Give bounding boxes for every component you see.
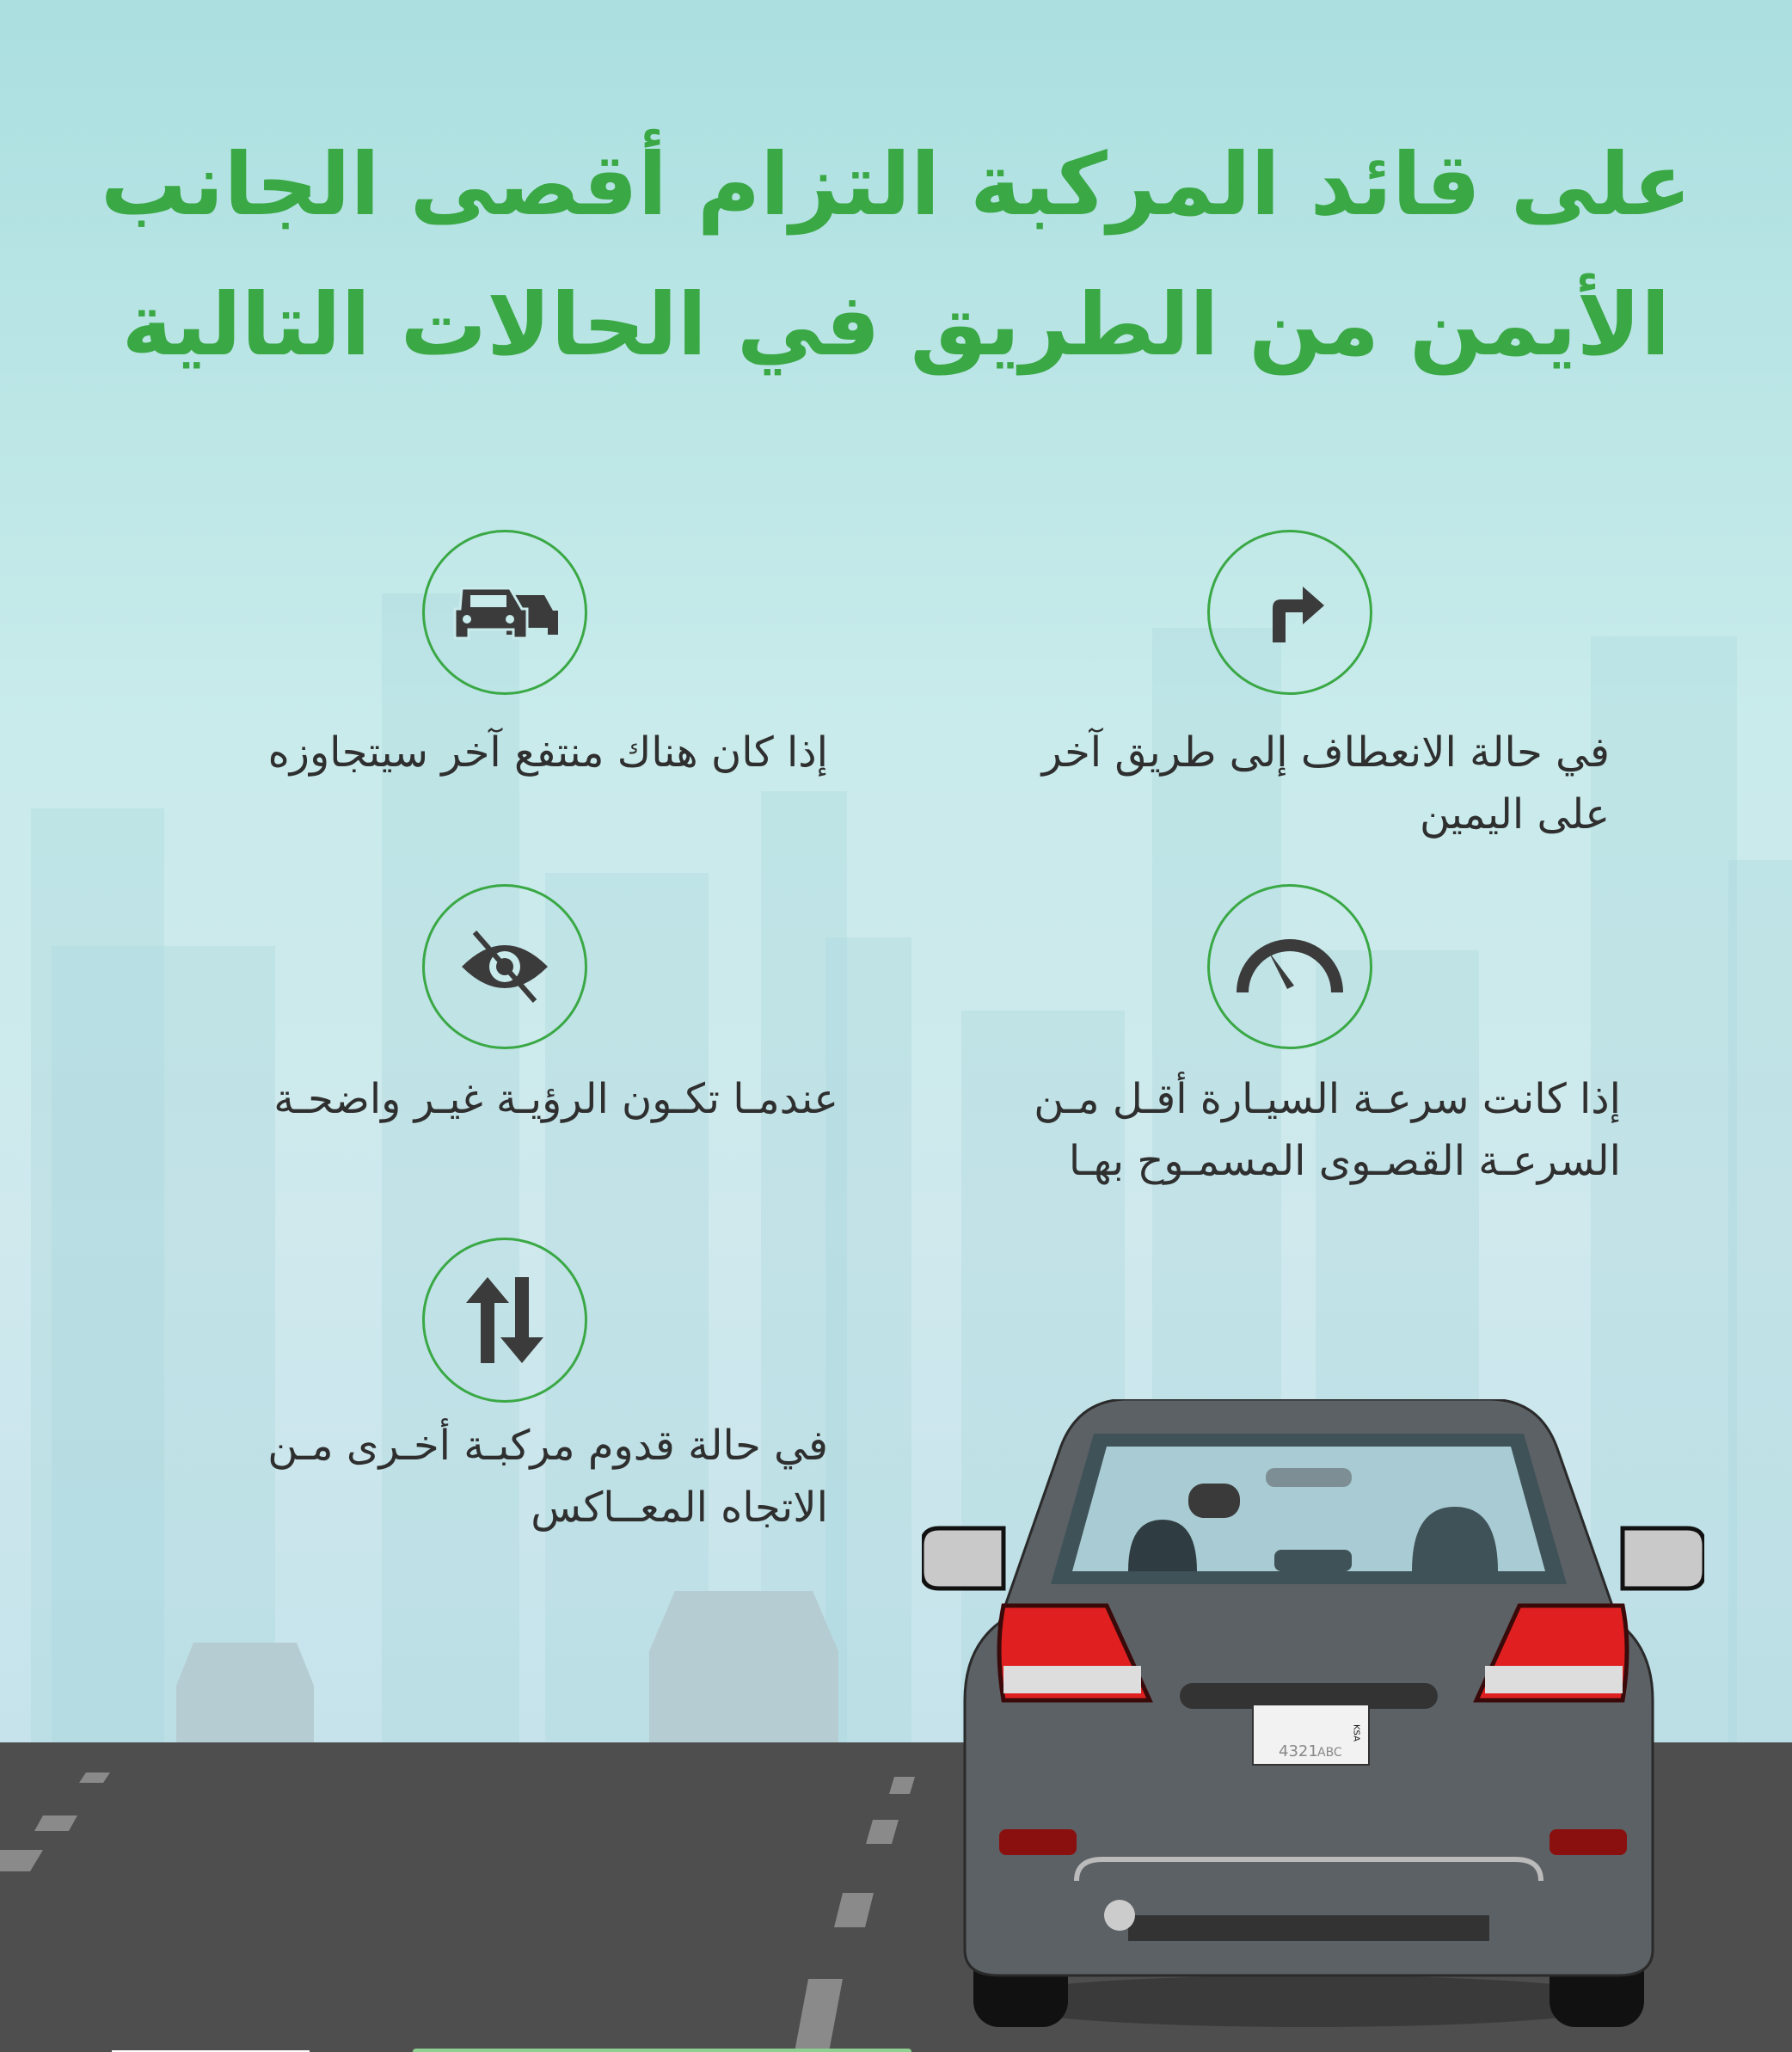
item-text: في حالة الانعطاف إلى طريق آخر [1041, 728, 1610, 777]
item-text: عندمـا تكـون الرؤيـة غيـر واضحـة [273, 1075, 838, 1123]
plate-number: 4321 [1279, 1742, 1318, 1760]
item-text: في حالة قدوم مركبـة أخـرى مـن [267, 1422, 828, 1470]
item-text: إذا كان هناك منتفع آخر سيتجاوزه [267, 728, 828, 777]
item-text: الاتجاه المعــاكس [531, 1484, 828, 1532]
car-rear-illustration [922, 1399, 1704, 2036]
item-speed [916, 1068, 1621, 1192]
background-car-icon [168, 1634, 322, 1746]
up-down-arrows-icon [422, 1238, 587, 1403]
eye-slash-icon [422, 884, 587, 1049]
speedometer-icon [1207, 884, 1372, 1049]
background-car-icon [632, 1582, 856, 1746]
right-turn-arrow-icon [1207, 530, 1372, 695]
item-overtaking [123, 722, 828, 783]
item-text: السرعـة القصـوى المسمـوح بهـا [1068, 1137, 1621, 1185]
item-visibility [133, 1068, 838, 1130]
item-text: إذا كانت سرعـة السيـارة أقـل مـن [1034, 1075, 1621, 1123]
plate-country: KSA [1351, 1724, 1361, 1742]
title-line-1: على قائد المركبة التزام أقصى الجانب [100, 134, 1692, 235]
cars-overtaking-icon [422, 530, 587, 695]
license-plate [1253, 1705, 1369, 1765]
item-opposite-traffic [123, 1415, 828, 1539]
title-line-2: الأيمن من الطريق في الحالات التالية [121, 274, 1671, 375]
item-text: على اليمين [1419, 790, 1610, 839]
plate-letters: ABC [1317, 1746, 1342, 1760]
item-right-turn [905, 722, 1610, 845]
